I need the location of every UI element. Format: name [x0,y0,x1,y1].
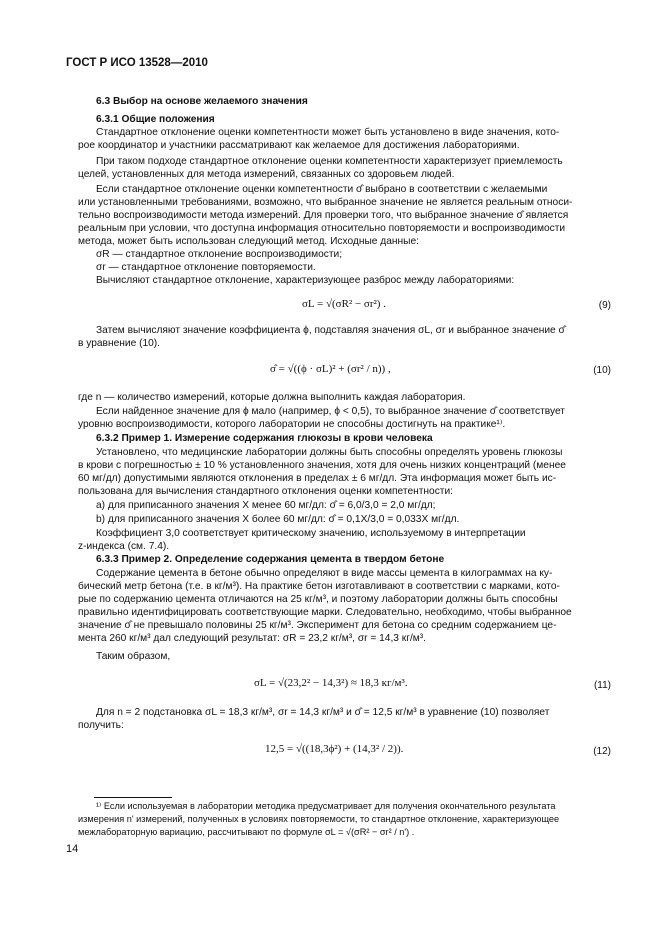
equation-12: 12,5 = √((18,3ϕ²) + (14,3² / 2)). [265,743,404,755]
para10-line4: правильно идентифицировать соответствующие марки. Следовательно, необходимо, чтобы выбранное [78,607,572,618]
para6: где n — количество измерений, которые должна выполнить каждая лаборатория. [78,392,466,403]
equation-11: σL = √(23,2² − 14,3²) ≈ 18,3 кг/м³. [254,677,408,689]
subsection-title-631: 6.3.1 Общие положения [96,114,215,125]
para8-line3: 60 мг/дл) допустимыми являются отклонения в пределах ± 6 мг/дл. Эта информация может быть ис- [78,473,557,484]
para12-line2: получить: [78,720,124,731]
list-item-a: a) для приписанного значения X менее 60 мг/дл: σ̂ = 6,0/3,0 = 2,0 мг/дл; [96,500,436,511]
definition-sigma-r-repeatability: σr — стандартное отклонение повторяемости. [96,262,316,273]
para11: Таким образом, [96,651,171,662]
document-header: ГОСТ Р ИСО 13528—2010 [66,57,208,69]
para1-line2: рое координатор и участники рассматривают как желаемое для достижения лабораториями. [78,140,520,151]
para3-line3: тельно воспроизводимости метода измерений. Для проверки того, что выбранное значение σ̂ является [78,210,569,221]
para10-line6: мента 260 кг/м³ дал следующий результат: σR = 23,2 кг/м³, σr = 14,3 кг/м³. [78,633,426,644]
para3-line1: Если стандартное отклонение оценки компетентности σ̂ выбрано в соответствии с желаемыми [96,184,548,195]
equation-11-number: (11) [593,680,611,691]
equation-12-number: (12) [593,746,611,757]
equation-9-number: (9) [598,300,611,311]
para7-line2: уровню воспроизводимости, которого лаборатории не способны достигнуть на практике¹⁾. [78,419,506,430]
para9-line1: Коэффициент 3,0 соответствует критическому значению, используемому в интерпретации [96,528,526,539]
para8-line1: Установлено, что медицинские лаборатории должны быть способны определять уровень глюкозы [96,447,563,458]
para9-line2: z-индекса (см. 7.4). [78,541,170,552]
equation-9: σL = √(σR² − σr²) . [302,298,386,310]
para3-line2: или установленными требованиями, возможно, что выбранное значение не является реальным относи- [78,197,573,208]
para8-line4: пользована для вычисления стандартного отклонения оценки компетентности: [78,486,453,497]
para3-line5: метода, может быть использован следующий метод. Исходные данные: [78,236,419,247]
para10-line5: значение σ̂ не превышало половины 25 кг/м³. Эксперимент для бетона со средним содержанием це- [78,620,557,631]
para7-line1: Если найденное значение для ϕ мало (например, ϕ < 0,5), то выбранное значение σ̂ соответствует [96,406,565,417]
equation-10: σ̂ = √((ϕ · σL)² + (σr² / n)) , [270,363,391,375]
para5-line1: Затем вычисляют значение коэффициента ϕ, подставляя значения σL, σr и выбранное значение σ̂ [96,325,565,336]
para12-line1: Для n = 2 подстановка σL = 18,3 кг/м³, σr = 14,3 кг/м³ и σ̂ = 12,5 кг/м³ в уравнение (10) позволяет [96,707,550,718]
para4: Вычисляют стандартное отклонение, характеризующее разброс между лабораториями: [96,275,515,286]
para5-line2: в уравнение (10). [78,338,161,349]
para2-line2: целей, установленных для метода измерений, связанных со здоровьем людей. [78,169,455,180]
subsection-title-633: 6.3.3 Пример 2. Определение содержания цемента в твердом бетоне [96,554,445,565]
footnote-line3: межлабораторную вариацию, рассчитывают по формуле σL = √(σR² − σr² / n') . [78,827,415,837]
footnote-line2: измерения n' измерений, полученных в условиях повторяемости, то стандартное отклонение, характеризующее [78,814,560,824]
list-item-b: b) для приписанного значения X более 60 мг/дл: σ̂ = 0,1X/3,0 = 0,033X мг/дл. [96,514,460,525]
equation-10-number: (10) [593,365,611,376]
footnote-separator [94,797,172,798]
para10-line3: рые по содержанию цемента отличаются на 25 кг/м³, и поэтому лаборатории должны быть способны [78,594,558,605]
para1-line1: Стандартное отклонение оценки компетентности может быть установлено в виде значения, кото- [96,127,560,138]
para10-line2: бический метр бетона (т.е. в кг/м³). На практике бетон изготавливают в соответствии с марками, кото- [78,581,560,592]
para10-line1: Содержание цемента в бетоне обычно определяют в виде массы цемента в килограммах на ку- [96,568,553,579]
section-title: 6.3 Выбор на основе желаемого значения [96,96,308,107]
definition-sigma-r-reproducibility: σR — стандартное отклонение воспроизводимости; [96,249,343,260]
para8-line2: в крови с погрешностью ± 10 % установленного значения, хотя для очень низких концентраций (менее [78,460,566,471]
subsection-title-632: 6.3.2 Пример 1. Измерение содержания глюкозы в крови человека [96,433,433,444]
para3-line4: реальным при условии, что доступна информация относительно повторяемости и воспроизводимости [78,223,566,234]
page-number: 14 [66,843,79,855]
footnote-line1: ¹⁾ Если используемая в лаборатории методика предусматривает для получения окончательного результата [96,801,556,811]
para2-line1: При таком подходе стандартное отклонение оценки компетентности характеризует приемлемость [96,156,563,167]
